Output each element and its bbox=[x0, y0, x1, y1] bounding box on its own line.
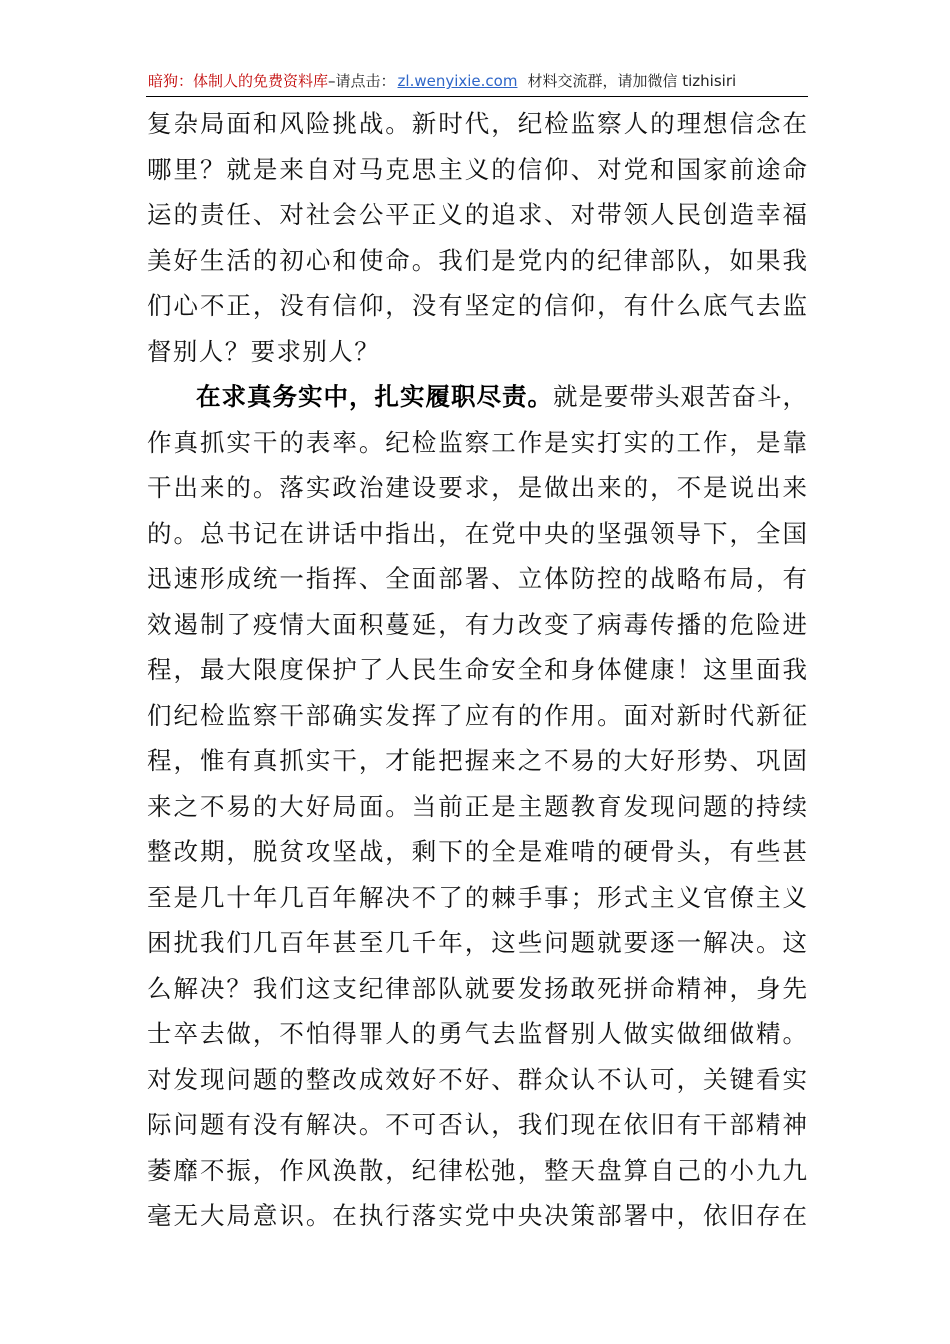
paragraph-first-line-text: 就是要带头艰苦奋斗， bbox=[553, 382, 807, 411]
header-wechat-note: 材料交流群，请加微信 tizhisiri bbox=[527, 72, 737, 90]
text-line: 至是几十年几百年解决不了的棘手事；形式主义官僚主义 bbox=[147, 882, 807, 912]
text-line: 督别人？要求别人？ bbox=[147, 336, 381, 366]
text-line: 们纪检监察干部确实发挥了应有的作用。面对新时代新征 bbox=[147, 700, 807, 730]
text-line: 萎靡不振，作风涣散，纪律松弛，整天盘算自己的小九九 bbox=[147, 1155, 807, 1185]
text-line: 程，惟有真抓实干，才能把握来之不易的大好形势、巩固 bbox=[147, 746, 807, 775]
paragraph-heading: 在求真务实中，扎实履职尽责。 bbox=[196, 382, 553, 411]
paragraph-1 bbox=[147, 101, 807, 374]
document-body bbox=[147, 101, 807, 1239]
text-line: 来之不易的大好局面。当前正是主题教育发现问题的持续 bbox=[147, 791, 807, 821]
text-line: 际问题有没有解决。不可否认，我们现在依旧有干部精神 bbox=[147, 1110, 807, 1139]
text-line: 么解决？我们这支纪律部队就要发扬敢死拼命精神，身先 bbox=[147, 973, 807, 1003]
text-line: 们心不正，没有信仰，没有坚定的信仰，有什么底气去监 bbox=[147, 291, 807, 320]
page-header bbox=[148, 68, 808, 94]
header-link[interactable]: zl.wenyixie.com bbox=[397, 72, 518, 90]
text-line: 干出来的。落实政治建设要求，是做出来的，不是说出来 bbox=[147, 473, 807, 502]
text-line: 对发现问题的整改成效好不好、群众认不认可，关键看实 bbox=[147, 1064, 807, 1094]
text-line: 迅速形成统一指挥、全面部署、立体防控的战略布局，有 bbox=[147, 564, 807, 593]
text-line: 程，最大限度保护了人民生命安全和身体健康！这里面我 bbox=[147, 655, 807, 684]
header-divider bbox=[146, 96, 808, 97]
text-line: 士卒去做，不怕得罪人的勇气去监督别人做实做细做精。 bbox=[147, 1019, 807, 1048]
header-brand: 暗狗：体制人的免费资料库 bbox=[148, 72, 329, 90]
text-line: 整改期，脱贫攻坚战，剩下的全是难啃的硬骨头，有些甚 bbox=[147, 837, 807, 866]
text-line: 的。总书记在讲话中指出，在党中央的坚强领导下，全国 bbox=[147, 518, 807, 548]
text-line: 效遏制了疫情大面积蔓延，有力改变了病毒传播的危险进 bbox=[147, 609, 807, 639]
paragraph-2 bbox=[147, 374, 807, 1239]
paragraph-first-line bbox=[147, 374, 807, 420]
text-line: 美好生活的初心和使命。我们是党内的纪律部队，如果我 bbox=[147, 245, 807, 275]
text-line: 哪里？就是来自对马克思主义的信仰、对党和国家前途命 bbox=[147, 154, 807, 184]
text-line: 作真抓实干的表率。纪检监察工作是实打实的工作，是靠 bbox=[147, 427, 807, 457]
text-line: 困扰我们几百年甚至几千年，这些问题就要逐一解决。这 bbox=[147, 928, 807, 957]
text-line: 复杂局面和风险挑战。新时代，纪检监察人的理想信念在 bbox=[147, 109, 807, 138]
text-line: 运的责任、对社会公平正义的追求、对带领人民创造幸福 bbox=[147, 200, 807, 229]
text-line: 毫无大局意识。在执行落实党中央决策部署中，依旧存在 bbox=[147, 1201, 807, 1230]
header-prompt: –请点击： bbox=[328, 72, 396, 90]
